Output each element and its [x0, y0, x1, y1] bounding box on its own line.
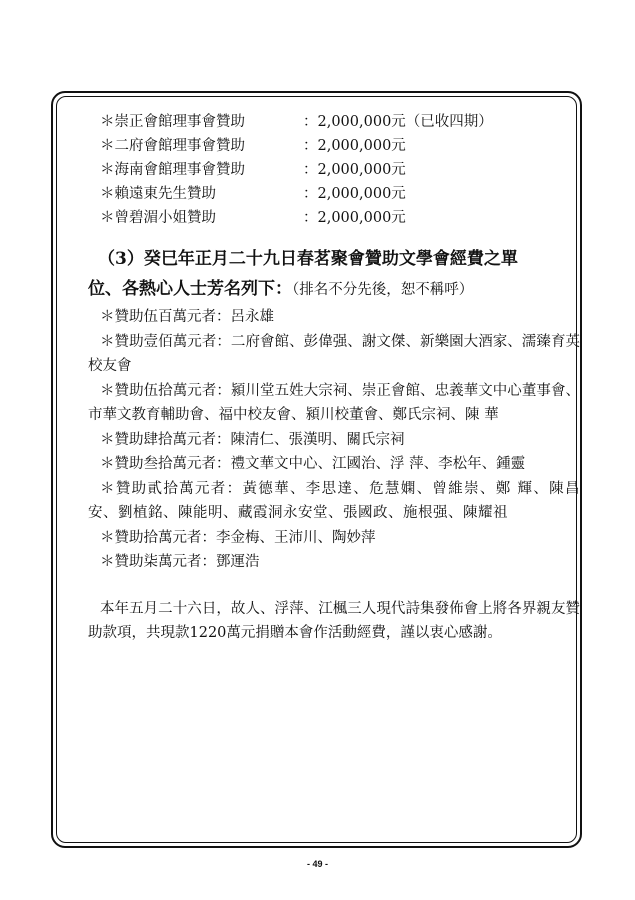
donation-item: ＊贊助伍百萬元者：呂永雄 [100, 309, 274, 325]
sponsor-row [88, 206, 580, 230]
donation-item: ＊贊助柒萬元者：鄧運浩 [100, 554, 260, 570]
sponsor-amount: ：2,000,000元 [303, 186, 406, 202]
donation-item: ＊贊助貳拾萬元者：黃德華、李思達、危慧嫻、曾維崇、鄭 輝、陳昌安、劉植銘、陳能明、藏霞洞永安堂、張國政、施根强、陳耀祖 [88, 480, 580, 521]
sponsor-amount: ：2,000,000元 [303, 162, 406, 178]
donation-item: ＊贊助拾萬元者：李金梅、王沛川、陶妙萍 [100, 529, 376, 546]
sponsor-row [88, 182, 580, 206]
sponsor-amount: ：2,000,000元 [303, 138, 406, 154]
donation-list [88, 305, 580, 575]
sponsor-name: ＊崇正會館理事會贊助 [100, 114, 245, 130]
section-heading [88, 244, 580, 305]
sponsor-amount: ：2,000,000元 [303, 210, 406, 226]
donation-item: ＊贊助肆拾萬元者：陳清仁、張漢明、關氏宗祠 [100, 431, 405, 448]
sponsor-name: ＊海南會館理事會贊助 [100, 162, 245, 178]
sponsor-row [88, 158, 580, 182]
section-heading-note: （排名不分先後，恕不稱呼） [292, 282, 474, 298]
sponsor-name: ＊賴遠東先生贊助 [100, 186, 216, 202]
donation-item: ＊贊助叁拾萬元者：禮文華文中心、江國治、浮 萍、李松年、鍾靈 [100, 456, 526, 472]
section-heading-line2: 位、各熱心人士芳名列下： [88, 279, 292, 299]
section-heading-line1: （3）癸巳年正月二十九日春茗聚會贊助文學會經費之單 [98, 249, 518, 269]
page-content [88, 110, 580, 660]
sponsor-name: ＊二府會館理事會贊助 [100, 138, 245, 154]
sponsor-row [88, 110, 580, 134]
sponsor-name: ＊曾碧湄小姐贊助 [100, 210, 216, 226]
donation-item: ＊贊助壹佰萬元者：二府會館、彭偉强、謝文傑、新樂園大酒家、濡臻育英校友會 [88, 333, 580, 374]
closing-paragraph: 本年五月二十六日，故人、浮萍、江楓三人現代詩集發佈會上將各界親友贊助款項，共現款1220萬元捐贈本會作活動經費，謹以衷心感謝。 [88, 600, 580, 641]
sponsor-row [88, 134, 580, 158]
donation-item: ＊贊助伍拾萬元者：潁川堂五姓大宗祠、崇正會館、忠義華文中心董事會、市華文教育輔助會、福中校友會、潁川校董會、鄭氏宗祠、陳 華 [88, 382, 580, 423]
page-number: - 49 - [306, 859, 328, 869]
sponsor-list [88, 110, 580, 230]
sponsor-amount: ：2,000,000元（已收四期） [303, 114, 493, 130]
